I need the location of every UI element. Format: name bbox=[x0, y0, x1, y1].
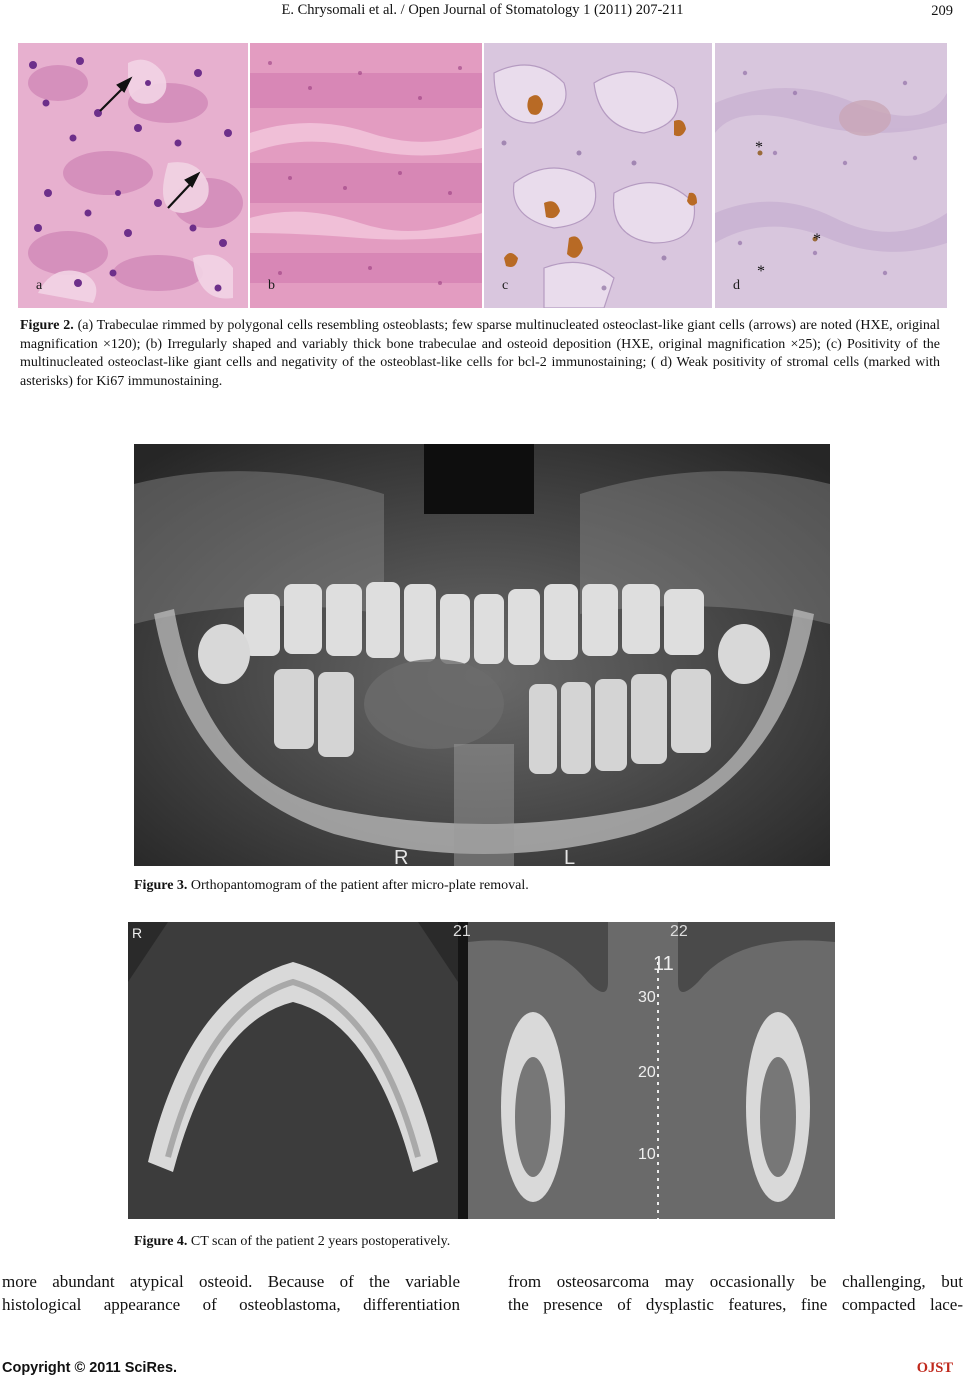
figure2-panel-a bbox=[18, 43, 248, 308]
figure2-caption-label: Figure 2. bbox=[20, 318, 74, 333]
footer-journal: OJST bbox=[916, 1360, 953, 1376]
figure4-ct-scan bbox=[128, 922, 835, 1219]
ct-slice-number: 11 bbox=[653, 953, 674, 975]
ct-left-marker: R bbox=[132, 925, 143, 941]
asterisk-2: * bbox=[813, 231, 821, 248]
figure2-panel-d bbox=[715, 43, 947, 308]
figure2-caption bbox=[20, 317, 940, 391]
body-column-right bbox=[508, 1270, 963, 1316]
running-head: E. Chrysomali et al. / Open Journal of Stomatology 1 (2011) 207-211 bbox=[281, 2, 684, 18]
figure3-orthopantomogram bbox=[134, 444, 830, 866]
figure4-caption-label: Figure 4. bbox=[134, 1234, 188, 1249]
body-right-line-2: the presence of dysplastic features, fine compacted lace- bbox=[508, 1295, 963, 1314]
ct-scale-20: 20 bbox=[638, 1064, 656, 1081]
panel-letter-c: c bbox=[502, 278, 509, 293]
figure2-panel-b bbox=[250, 43, 482, 308]
ct-slice-label-22: 22 bbox=[670, 923, 688, 940]
figure3-caption bbox=[134, 877, 834, 896]
ct-slice-label-21: 21 bbox=[453, 923, 471, 940]
body-right-line-1: from osteosarcoma may occasionally be challenging, but bbox=[508, 1272, 963, 1291]
figure4-caption-text: CT scan of the patient 2 years postoperatively. bbox=[187, 1234, 451, 1249]
body-column-left bbox=[2, 1270, 460, 1316]
figure4-caption bbox=[134, 1233, 834, 1252]
body-left-line-1: more abundant atypical osteoid. Because of the variable bbox=[2, 1272, 460, 1291]
body-left-line-2: histological appearance of osteoblastoma, differentiation bbox=[2, 1295, 460, 1314]
panel-letter-a: a bbox=[36, 278, 43, 293]
figure2-caption-text: (a) Trabeculae rimmed by polygonal cells resembling osteoblasts; few sparse multinucleated osteoclast-like giant cells (arrows) are noted (HXE, original magnification ×120); (b) Irregularly shaped and variably thick bone trabeculae and osteoid deposition (HXE, original magnification ×25); (c) Positivity of the multinucleated osteoclast-like giant cells and negativity of the osteoblast-like cells for bcl-2 immunostaining; ( d) Weak positivity of stromal cells (marked with asterisks) for Ki67 immunostaining. bbox=[20, 318, 940, 389]
panel-letter-b: b bbox=[268, 278, 275, 293]
figure3-caption-text: Orthopantomogram of the patient after micro-plate removal. bbox=[187, 878, 529, 893]
asterisk-3: * bbox=[757, 263, 765, 280]
figure3-caption-label: Figure 3. bbox=[134, 878, 188, 893]
figure2-panel-c bbox=[484, 43, 712, 308]
ct-scale-10: 10 bbox=[638, 1146, 656, 1163]
ct-scale-30: 30 bbox=[638, 989, 656, 1006]
asterisk-1: * bbox=[755, 139, 763, 156]
footer-copyright: Copyright © 2011 SciRes. bbox=[2, 1360, 178, 1376]
xray-marker-left: L bbox=[564, 847, 576, 866]
page-number: 209 bbox=[931, 3, 953, 19]
panel-letter-d: d bbox=[733, 278, 740, 293]
xray-marker-right: R bbox=[394, 847, 409, 866]
